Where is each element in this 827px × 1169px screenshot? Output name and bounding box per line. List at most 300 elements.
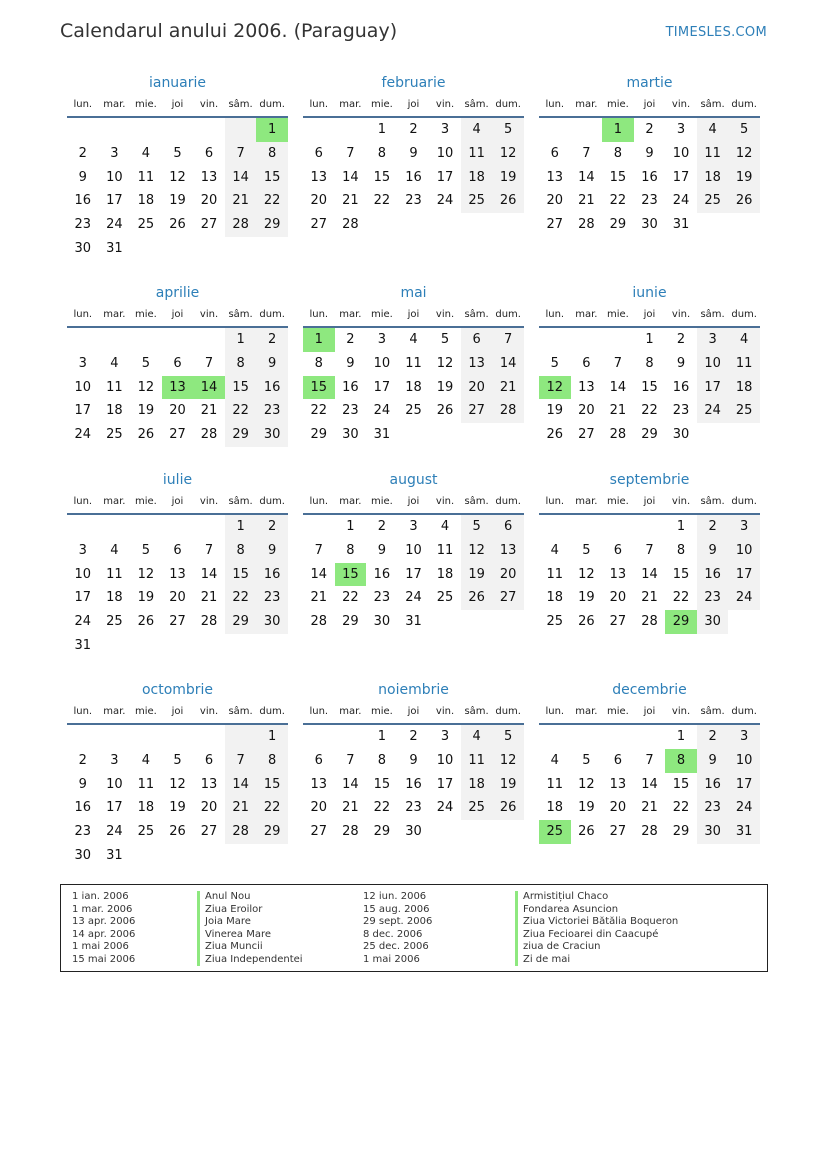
day-cell: 27 [200,824,218,840]
day-cell: 28 [342,824,359,840]
empty-cell [461,820,493,844]
day-cell: 13 [609,566,627,582]
day-cell: 3 [377,332,387,347]
month-aprilie [67,282,288,469]
empty-cell [99,634,131,658]
month-name: februarie [381,75,446,91]
weekday-label: vin. [435,496,455,507]
day-cell: 13 [200,169,218,185]
day-cell: 12 [578,566,595,582]
day-cell: 23 [373,590,391,606]
legend-date: 1 mar. 2006 [72,903,133,915]
day-cell: 15 [641,379,658,395]
day-cell: 18 [461,773,493,797]
day-cell: 26 [492,189,524,213]
day-cell: 14 [609,379,627,395]
month-iulie [67,469,288,679]
day-cell: 13 [578,379,595,395]
month-name: aprilie [155,285,200,301]
empty-cell [162,515,194,539]
day-cell: 9 [676,355,686,371]
day-grid [303,118,524,237]
day-cell: 31 [373,427,391,443]
weekday-label: mar. [339,496,362,507]
day-cell: 13 [162,376,194,400]
day-cell: 16 [74,193,92,209]
day-cell: 6 [550,145,559,161]
weekday-label: lun. [309,706,329,717]
day-cell: 21 [200,590,218,606]
weekday-label: sâm. [700,309,725,320]
day-cell: 3 [78,542,87,558]
day-cell: 8 [665,749,697,773]
weekday-label: sâm. [700,706,725,717]
empty-cell [162,328,194,352]
legend-dates-left [72,891,135,966]
day-cell: 3 [676,122,686,137]
day-cell: 24 [405,590,422,606]
day-cell: 28 [342,217,359,233]
day-cell: 5 [550,355,559,371]
day-cell: 7 [346,752,355,768]
day-cell: 29 [256,213,288,237]
month-name: mai [400,285,427,301]
day-cell: 28 [225,820,257,844]
weekday-header [539,94,760,118]
day-cell: 30 [74,847,92,863]
day-cell: 23 [697,586,729,610]
day-cell: 2 [697,515,729,539]
day-cell: 22 [225,586,257,610]
day-cell: 4 [461,725,493,749]
day-cell: 30 [342,427,359,443]
weekday-label: dum. [731,706,757,717]
empty-cell [225,118,257,142]
month-mai [303,282,524,469]
empty-cell [130,634,162,658]
weekday-label: lun. [73,496,93,507]
day-cell: 5 [461,515,493,539]
day-cell: 14 [492,352,524,376]
day-cell: 21 [200,403,218,419]
day-cell: 12 [436,355,454,371]
day-cell: 1 [346,519,355,534]
day-cell: 25 [137,824,155,840]
legend-holiday-name: ziua de Craciun [515,941,678,954]
day-cell: 8 [377,752,387,768]
legend-date: 1 mai 2006 [72,941,129,952]
empty-cell [429,213,461,237]
day-grid [67,118,288,261]
empty-cell [571,118,603,142]
empty-cell [225,634,257,658]
weekday-label: mar. [103,99,126,110]
day-cell: 6 [173,542,182,558]
month-name: iulie [162,472,193,488]
weekday-label: joi [171,706,184,717]
day-cell: 27 [200,217,218,233]
weekday-label: vin. [199,309,219,320]
day-cell: 3 [728,515,760,539]
legend-holiday-name: Zi de mai [515,954,678,967]
day-cell: 27 [461,399,493,423]
day-cell: 27 [578,427,595,443]
empty-cell [130,844,162,868]
day-cell: 25 [728,399,760,423]
day-cell: 1 [377,729,387,744]
empty-cell [162,237,194,261]
empty-cell [303,118,335,142]
month-septembrie [539,469,760,679]
day-cell: 17 [373,379,391,395]
weekday-label: mie. [606,99,629,110]
day-cell: 3 [728,725,760,749]
day-cell: 16 [405,776,422,792]
day-cell: 17 [74,590,92,606]
day-cell: 31 [728,820,760,844]
day-cell: 22 [672,800,690,816]
day-grid [303,328,524,447]
day-cell: 22 [373,193,391,209]
day-cell: 23 [697,796,729,820]
day-grid [303,725,524,844]
weekday-label: lun. [545,99,565,110]
day-cell: 26 [578,824,595,840]
weekday-label: dum. [259,706,285,717]
legend-holiday-name: Fondarea Asuncion [515,904,678,917]
day-cell: 31 [405,614,422,630]
weekday-header [303,701,524,725]
month-name: decembrie [612,682,687,698]
empty-cell [492,610,524,634]
empty-cell [697,423,729,447]
day-cell: 26 [436,403,454,419]
weekday-label: sâm. [464,99,489,110]
weekday-label: mar. [103,496,126,507]
weekday-label: joi [407,706,420,717]
empty-cell [162,725,194,749]
day-cell: 23 [74,217,92,233]
legend-date: 29 sept. 2006 [363,916,433,927]
day-cell: 12 [461,539,493,563]
day-cell: 13 [200,776,218,792]
day-cell: 8 [676,542,686,558]
day-cell: 26 [461,586,493,610]
day-cell: 1 [225,515,257,539]
day-grid [539,725,760,844]
brand-logo[interactable]: TIMESLES.COM [665,25,767,40]
empty-cell [256,237,288,261]
weekday-label: mar. [103,309,126,320]
day-cell: 15 [256,773,288,797]
day-cell: 12 [169,169,186,185]
day-cell: 9 [697,539,729,563]
day-cell: 19 [169,800,186,816]
day-cell: 2 [676,332,686,347]
weekday-label: lun. [309,496,329,507]
day-cell: 27 [169,614,186,630]
legend-holiday-name: Ziua Muncii [197,941,303,954]
month-name: martie [626,75,673,91]
empty-cell [303,515,335,539]
day-cell: 24 [697,399,729,423]
day-cell: 23 [74,824,92,840]
weekday-label: vin. [199,99,219,110]
empty-cell [67,725,99,749]
day-cell: 24 [106,824,123,840]
day-cell: 6 [613,752,623,768]
day-cell: 18 [436,566,454,582]
day-cell: 16 [697,773,729,797]
weekday-label: lun. [73,99,93,110]
day-cell: 16 [405,169,422,185]
empty-cell [193,515,225,539]
day-cell: 30 [641,217,658,233]
day-cell: 11 [697,142,729,166]
day-cell: 29 [310,427,328,443]
day-cell: 5 [728,118,760,142]
empty-cell [398,213,430,237]
day-cell: 17 [697,376,729,400]
day-cell: 10 [106,776,123,792]
empty-cell [602,328,634,352]
weekday-header [67,491,288,515]
empty-cell [461,610,493,634]
weekday-label: mar. [103,706,126,717]
weekday-label: lun. [73,706,93,717]
day-cell: 4 [141,752,151,768]
empty-cell [492,820,524,844]
day-cell: 27 [310,824,328,840]
empty-cell [303,725,335,749]
weekday-label: mar. [339,99,362,110]
day-cell: 13 [609,776,627,792]
day-cell: 15 [225,563,257,587]
day-cell: 2 [78,752,87,768]
day-cell: 13 [461,352,493,376]
month-name: iunie [632,285,667,301]
day-cell: 23 [405,193,422,209]
day-cell: 2 [346,332,355,347]
weekday-label: joi [407,309,420,320]
empty-cell [335,725,367,749]
weekday-label: vin. [435,309,455,320]
day-cell: 23 [256,586,288,610]
day-cell: 11 [728,352,760,376]
day-cell: 20 [169,590,186,606]
weekday-header [539,491,760,515]
day-cell: 28 [200,614,218,630]
day-cell: 3 [440,729,450,744]
day-grid [67,328,288,447]
day-cell: 10 [405,542,422,558]
day-cell: 7 [225,142,257,166]
day-cell: 24 [74,427,92,443]
day-cell: 4 [461,118,493,142]
day-cell: 30 [256,610,288,634]
weekday-label: joi [407,99,420,110]
day-cell: 28 [641,614,658,630]
day-cell: 12 [578,776,595,792]
legend-date: 12 iun. 2006 [363,891,427,902]
day-cell: 1 [602,118,634,142]
empty-cell [193,725,225,749]
weekday-label: dum. [731,496,757,507]
day-cell: 9 [645,145,654,161]
day-cell: 20 [609,590,627,606]
legend-date: 1 mai 2006 [363,953,420,965]
day-cell: 5 [440,332,450,347]
day-cell: 23 [342,403,359,419]
empty-cell [99,515,131,539]
month-august [303,469,524,679]
day-cell: 25 [461,189,493,213]
weekday-label: sâm. [228,496,253,507]
weekday-label: joi [171,99,184,110]
day-cell: 6 [204,752,214,768]
day-cell: 3 [78,355,87,371]
weekday-label: lun. [545,309,565,320]
day-cell: 28 [492,399,524,423]
day-cell: 21 [492,376,524,400]
day-cell: 30 [256,423,288,447]
day-cell: 11 [106,379,123,395]
day-cell: 3 [110,752,119,768]
day-cell: 2 [256,515,288,539]
day-cell: 3 [409,519,418,534]
day-cell: 15 [225,376,257,400]
empty-cell [130,237,162,261]
weekday-header [67,701,288,725]
weekday-label: mie. [134,706,157,717]
day-cell: 1 [676,729,686,744]
day-cell: 2 [409,122,418,137]
weekday-label: mie. [606,309,629,320]
day-cell: 27 [609,824,627,840]
day-cell: 17 [728,563,760,587]
empty-cell [728,423,760,447]
day-cell: 7 [225,749,257,773]
day-cell: 4 [141,145,151,161]
weekday-label: mie. [134,99,157,110]
day-cell: 14 [641,566,658,582]
day-cell: 22 [310,403,328,419]
day-cell: 23 [672,403,690,419]
day-cell: 27 [310,217,328,233]
empty-cell [398,423,430,447]
day-cell: 28 [609,427,627,443]
day-cell: 3 [697,328,729,352]
weekday-label: lun. [545,706,565,717]
empty-cell [539,515,571,539]
weekday-label: vin. [671,706,691,717]
weekday-label: mar. [575,309,598,320]
day-cell: 4 [110,355,119,371]
day-cell: 16 [641,169,658,185]
day-cell: 16 [74,800,92,816]
day-grid [539,328,760,447]
weekday-label: mie. [606,706,629,717]
day-cell: 5 [141,542,151,558]
day-cell: 24 [373,403,391,419]
day-cell: 3 [440,122,450,137]
day-cell: 19 [137,590,155,606]
day-cell: 10 [106,169,123,185]
legend-date: 15 mai 2006 [72,953,136,965]
month-decembrie [539,679,760,889]
day-cell: 26 [137,427,155,443]
empty-cell [67,118,99,142]
day-cell: 19 [728,166,760,190]
day-cell: 13 [169,566,186,582]
day-cell: 7 [204,542,214,558]
legend-dates-right [363,891,432,966]
day-cell: 15 [672,776,690,792]
weekday-header [303,94,524,118]
day-cell: 19 [436,379,454,395]
day-cell: 27 [169,427,186,443]
legend-date: 14 apr. 2006 [72,928,136,940]
day-cell: 16 [373,566,391,582]
empty-cell [539,725,571,749]
day-cell: 12 [539,376,571,400]
day-cell: 15 [256,166,288,190]
empty-cell [193,634,225,658]
day-cell: 15 [609,169,627,185]
empty-cell [539,118,571,142]
day-cell: 7 [204,355,214,371]
weekday-header [303,304,524,328]
legend-date: 8 dec. 2006 [363,928,423,940]
month-name: noiembrie [378,682,449,698]
day-cell: 20 [578,403,595,419]
day-cell: 20 [200,193,218,209]
day-cell: 5 [173,145,182,161]
day-grid [303,515,524,634]
day-cell: 7 [582,145,591,161]
empty-cell [602,725,634,749]
day-cell: 12 [137,566,155,582]
day-cell: 9 [377,542,387,558]
empty-cell [99,725,131,749]
weekday-label: vin. [199,706,219,717]
day-cell: 16 [342,379,359,395]
day-cell: 13 [310,776,328,792]
day-cell: 26 [546,427,564,443]
day-cell: 31 [74,637,92,653]
weekday-label: mie. [370,99,393,110]
day-cell: 17 [436,169,454,185]
weekday-header [539,304,760,328]
day-cell: 2 [256,328,288,352]
empty-cell [571,515,603,539]
empty-cell [256,634,288,658]
empty-cell [366,213,398,237]
month-name: august [389,472,438,488]
day-cell: 6 [582,355,591,371]
day-cell: 13 [546,169,564,185]
legend-holiday-name: Armistițiul Chaco [515,891,678,904]
weekday-label: dum. [731,99,757,110]
day-cell: 29 [609,217,627,233]
day-cell: 11 [546,566,564,582]
day-cell: 25 [697,189,729,213]
day-cell: 28 [641,824,658,840]
day-cell: 20 [546,193,564,209]
day-cell: 19 [578,800,595,816]
empty-cell [728,610,760,634]
empty-cell [697,213,729,237]
